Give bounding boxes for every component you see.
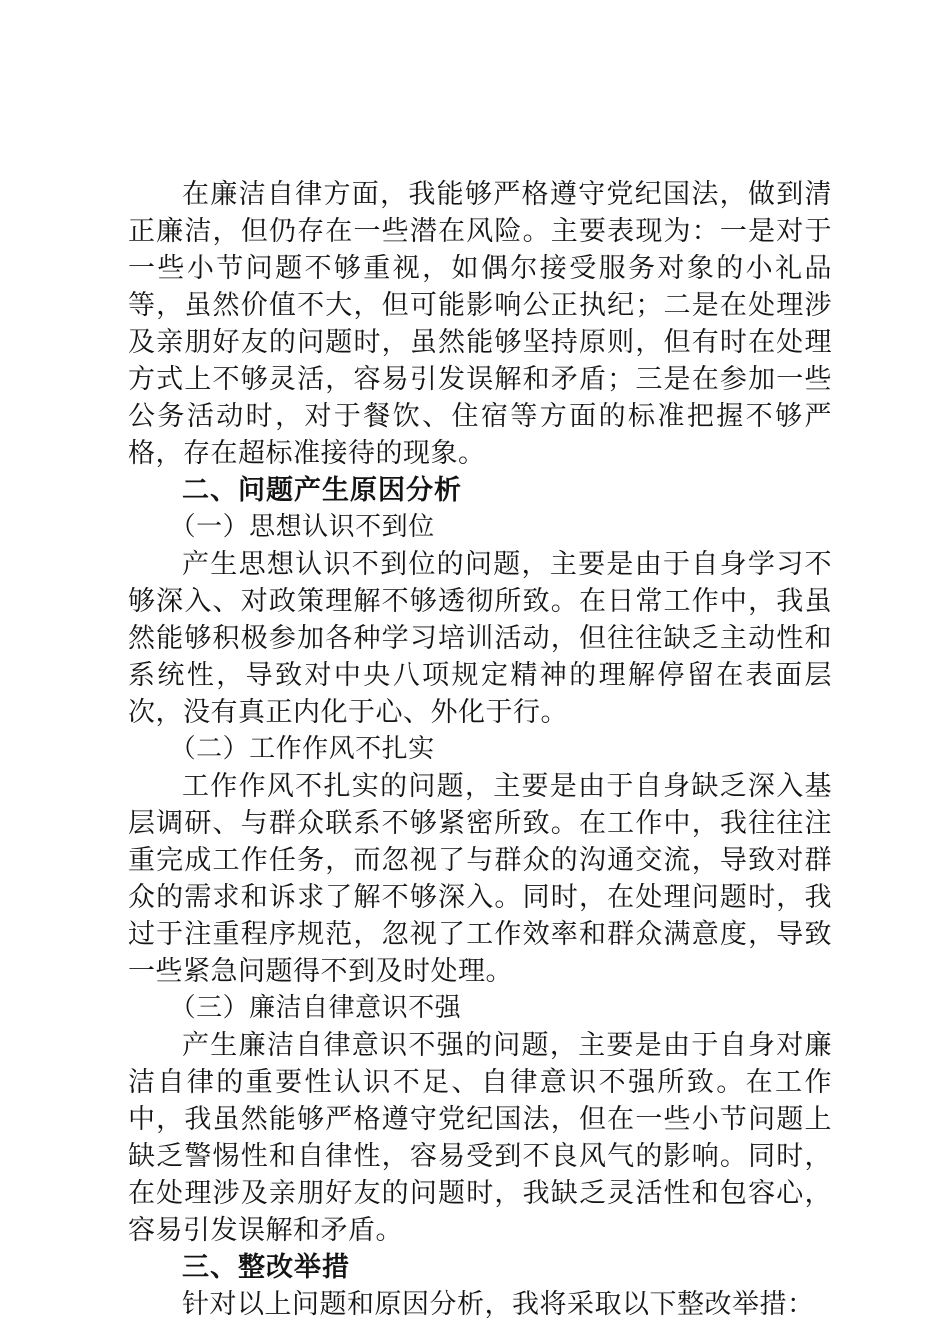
- paragraph-integrity-awareness: 产生廉洁自律意识不强的问题，主要是由于自身对廉洁自律的重要性认识不足、自律意识不强所致。在工作中，我虽然能够严格遵守党纪国法，但在一些小节问题上缺乏警惕性和自律性，容易受到不良风气的影响。同时，在处理涉及亲朋好友的问题时，我缺乏灵活性和包容心，容易引发误解和矛盾。: [128, 1030, 832, 1246]
- paragraph-work-style: 工作作风不扎实的问题，主要是由于自身缺乏深入基层调研、与群众联系不够紧密所致。在工作中，我往往注重完成工作任务，而忽视了与群众的沟通交流，导致对群众的需求和诉求了解不够深入。同时，在处理问题时，我过于注重程序规范，忽视了工作效率和群众满意度，导致一些紧急问题得不到及时处理。: [128, 771, 832, 987]
- paragraph-integrity-risks: 在廉洁自律方面，我能够严格遵守党纪国法，做到清正廉洁，但仍存在一些潜在风险。主要表现为：一是对于一些小节问题不够重视，如偶尔接受服务对象的小礼品等，虽然价值不大，但可能影响公正执纪；二是在处理涉及亲朋好友的问题时，虽然能够坚持原则，但有时在处理方式上不够灵活，容易引发误解和矛盾；三是在参加一些公务活动时，对于餐饮、住宿等方面的标准把握不够严格，存在超标准接待的现象。: [128, 179, 832, 469]
- section-heading-rectification: 三、整改举措: [182, 1252, 350, 1283]
- paragraph-ideological-understanding: 产生思想认识不到位的问题，主要是由于自身学习不够深入、对政策理解不够透彻所致。在日常工作中，我虽然能够积极参加各种学习培训活动，但往往缺乏主动性和系统性，导致对中央八项规定精神的理解停留在表面层次，没有真正内化于心、外化于行。: [128, 549, 832, 728]
- document-body: [128, 176, 832, 1323]
- subheading-ideological-understanding: （一）思想认识不到位: [169, 512, 435, 542]
- paragraph-rectification-intro: 针对以上问题和原因分析，我将采取以下整改举措：: [182, 1289, 815, 1320]
- subheading-work-style: （二）工作作风不扎实: [169, 734, 435, 764]
- section-heading-cause-analysis: 二、问题产生原因分析: [182, 475, 462, 506]
- subheading-integrity-awareness: （三）廉洁自律意识不强: [169, 993, 462, 1023]
